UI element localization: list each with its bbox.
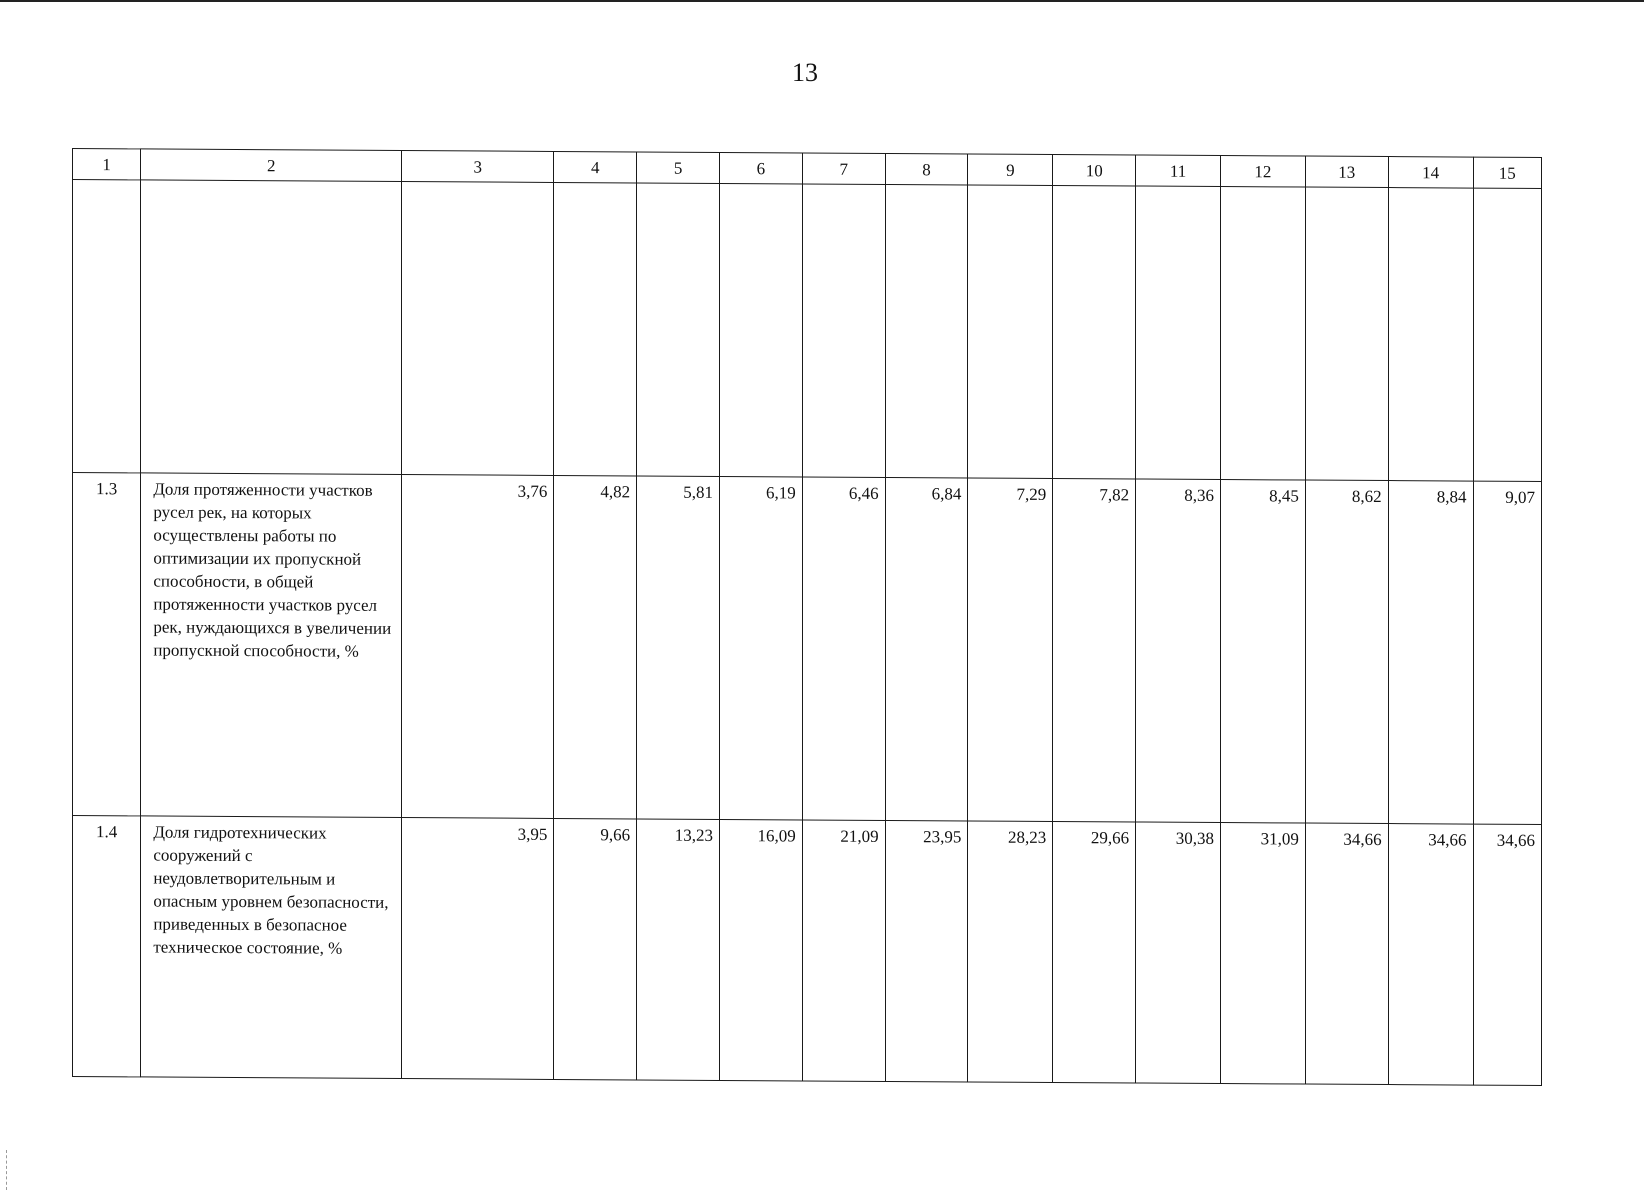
empty-cell: [1053, 185, 1136, 479]
column-number: 12: [1220, 156, 1305, 188]
column-number: 7: [802, 153, 885, 185]
value-cell: 28,23: [968, 821, 1053, 1083]
value-cell: 4,82: [554, 475, 637, 819]
value-cell: 3,76: [402, 475, 554, 819]
value-cell: 8,36: [1136, 479, 1221, 823]
column-number: 10: [1053, 154, 1136, 186]
value-cell: 21,09: [802, 820, 885, 1082]
value-cell: 7,29: [968, 478, 1053, 822]
page-number: 13: [792, 58, 818, 87]
value-cell: 34,66: [1473, 824, 1541, 1085]
value-cell: 23,95: [885, 820, 968, 1082]
column-number: 2: [141, 149, 402, 182]
empty-cell: [968, 185, 1053, 479]
empty-cell: [554, 182, 637, 476]
value-cell: 6,46: [802, 477, 885, 821]
column-number: 11: [1136, 155, 1221, 187]
empty-cell: [73, 180, 141, 473]
scan-edge-mark: [6, 1150, 8, 1190]
value-cell: 34,66: [1305, 823, 1388, 1085]
column-number: 8: [885, 153, 968, 185]
indicator-description: Доля гидротехнических сооружений с неудовлетворительным и опасным уровнем безопасности, приведенных в безопасное техническое состояние, %: [141, 816, 402, 1079]
value-cell: 9,07: [1473, 481, 1541, 824]
value-cell: 29,66: [1053, 821, 1136, 1083]
value-cell: 5,81: [637, 476, 720, 820]
row-number: 1.3: [73, 473, 141, 816]
column-number: 13: [1305, 156, 1388, 188]
empty-cell: [141, 180, 402, 475]
table-row: [73, 816, 1542, 1086]
empty-cell: [1136, 186, 1221, 480]
empty-cell: [885, 184, 968, 478]
empty-cell: [1473, 188, 1541, 481]
empty-cell: [1220, 187, 1305, 481]
value-cell: 9,66: [554, 818, 637, 1080]
value-cell: 34,66: [1388, 824, 1473, 1086]
scan-top-edge: [0, 0, 1644, 2]
column-number: 14: [1388, 157, 1473, 189]
column-number: 1: [73, 149, 141, 180]
column-number: 15: [1473, 157, 1541, 188]
empty-cell: [802, 184, 885, 478]
column-number: 5: [637, 152, 720, 184]
column-number: 9: [968, 154, 1053, 186]
value-cell: 13,23: [637, 819, 720, 1081]
empty-cell: [402, 182, 554, 476]
empty-cell: [1305, 187, 1388, 481]
value-cell: 6,19: [719, 476, 802, 820]
indicator-table: [72, 148, 1542, 1086]
table-row-continuation: [73, 180, 1542, 482]
value-cell: 6,84: [885, 477, 968, 821]
column-number: 4: [554, 151, 637, 183]
value-cell: 16,09: [719, 819, 802, 1081]
empty-cell: [719, 183, 802, 477]
column-number: 3: [402, 151, 554, 183]
empty-cell: [1388, 188, 1473, 482]
row-number: 1.4: [73, 816, 141, 1077]
column-number: 6: [719, 152, 802, 184]
table-row: [73, 473, 1542, 825]
value-cell: 8,45: [1220, 480, 1305, 824]
empty-cell: [637, 183, 720, 477]
value-cell: 31,09: [1220, 823, 1305, 1085]
value-cell: 8,62: [1305, 480, 1388, 824]
value-cell: 30,38: [1136, 822, 1221, 1084]
value-cell: 8,84: [1388, 481, 1473, 825]
indicator-description: Доля протяженности участков русел рек, на которых осуществлены работы по оптимизации их пропускной способности, в общей протяженности участков русел рек, нуждающихся в увеличении пропускной способности, %: [141, 473, 402, 818]
value-cell: 7,82: [1053, 478, 1136, 822]
value-cell: 3,95: [402, 818, 554, 1080]
